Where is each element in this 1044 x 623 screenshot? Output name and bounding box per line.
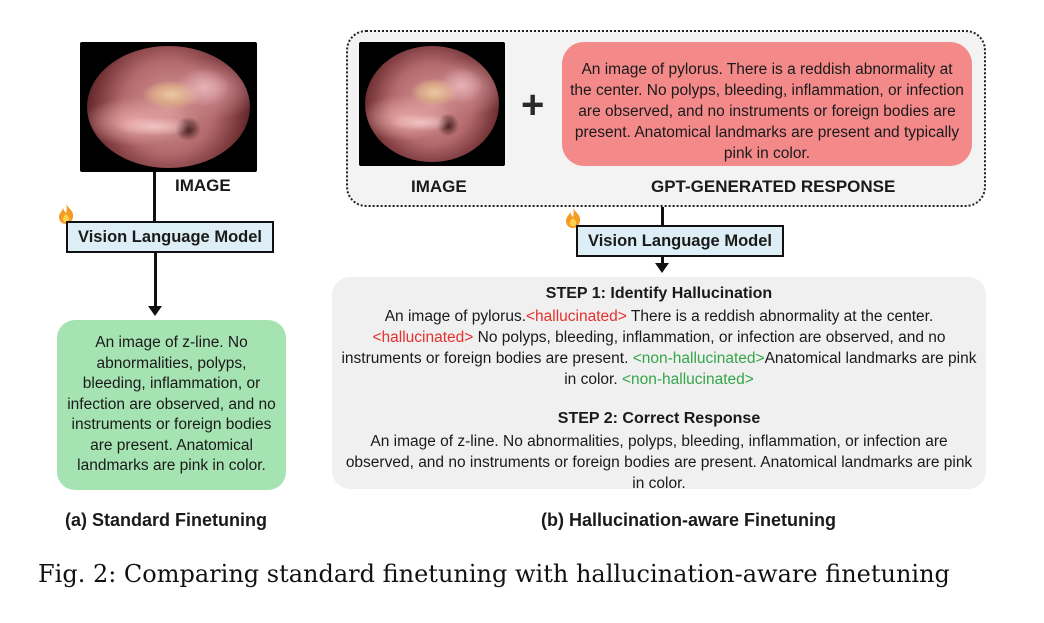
hallucinated-tag: <hallucinated> bbox=[526, 308, 627, 325]
vision-language-model-box bbox=[66, 221, 274, 253]
output-box-standard bbox=[57, 320, 286, 490]
step1-seg2: There is a reddish abnormality at the center. bbox=[626, 308, 934, 325]
step1-text bbox=[338, 306, 980, 390]
image-label: IMAGE bbox=[175, 176, 231, 195]
subcaption-b: (b) Hallucination-aware Finetuning bbox=[541, 510, 837, 530]
gpt-response-text: An image of pylorus. There is a reddish abnormality at the center. No polyps, bleeding, inflammation, or infection are observed, and no instruments or foreign bodies are present. Anatomical landmarks are present and typically pink in color. bbox=[570, 61, 964, 162]
connector-line bbox=[153, 172, 156, 222]
figure-caption: Fig. 2: Comparing standard finetuning with hallucination-aware finetuning bbox=[38, 560, 950, 588]
model-label: Vision Language Model bbox=[588, 232, 772, 250]
endoscopy-image-left bbox=[80, 42, 257, 172]
step1-title: STEP 1: Identify Hallucination bbox=[545, 285, 773, 302]
model-label: Vision Language Model bbox=[78, 228, 262, 246]
vision-language-model-box bbox=[576, 225, 784, 257]
arrow-down-icon bbox=[148, 306, 162, 316]
gpt-response-label: GPT-GENERATED RESPONSE bbox=[651, 177, 896, 196]
connector-line bbox=[154, 251, 157, 307]
step1-seg1: An image of pylorus. bbox=[384, 308, 526, 325]
non-hallucinated-tag: <non-hallucinated> bbox=[621, 371, 754, 388]
gpt-response-box bbox=[562, 42, 972, 166]
connector-line bbox=[661, 207, 664, 225]
arrow-down-icon bbox=[655, 263, 669, 273]
plus-icon: + bbox=[521, 83, 545, 127]
step2-title: STEP 2: Correct Response bbox=[557, 410, 761, 427]
step2-text: An image of z-line. No abnormalities, polyps, bleeding, inflammation, or infection are observed, and no instruments or foreign bodies are present. Anatomical landmarks are pink in color. bbox=[345, 433, 973, 492]
endoscopy-image-right bbox=[359, 42, 505, 166]
step1-seg3: No polyps, bleeding, inflammation, or infection are observed, and no instruments or foreign bodies are present. bbox=[341, 329, 946, 367]
output-text: An image of z-line. No abnormalities, polyps, bleeding, inflammation, or infection are observed, and no instruments or foreign bodies are present. Anatomical landmarks are pink in color. bbox=[67, 334, 276, 474]
image-label: IMAGE bbox=[411, 177, 467, 196]
step1-seg4: Anatomical landmarks are pink in color. bbox=[564, 350, 977, 388]
subcaption-a: (a) Standard Finetuning bbox=[65, 510, 267, 530]
hallucinated-tag: <hallucinated> bbox=[372, 329, 474, 346]
hallucination-steps-box bbox=[332, 277, 986, 492]
non-hallucinated-tag: <non-hallucinated> bbox=[632, 350, 765, 367]
